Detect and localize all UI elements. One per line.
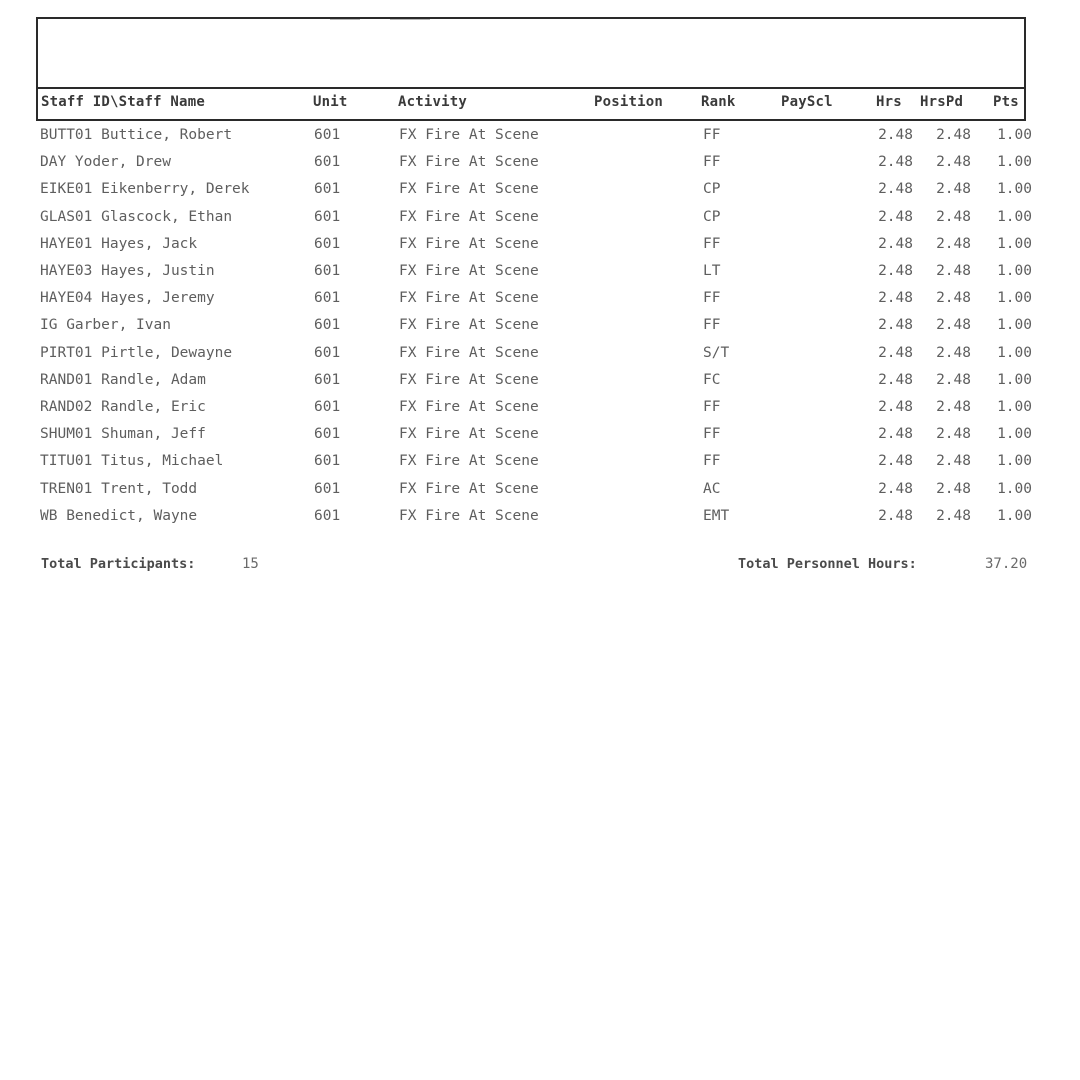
table-row (0, 508, 1080, 535)
staff-cell: WB Benedict, Wayne (40, 507, 198, 524)
staff-cell: BUTT01 Buttice, Robert (40, 127, 233, 143)
hrspd-cell: 2.48 (936, 263, 971, 279)
rank-cell: FF (703, 127, 721, 143)
staff-cell: HAYE03 Hayes, Justin (40, 263, 215, 279)
rank-cell: LT (703, 263, 721, 279)
table-row (0, 263, 1080, 290)
unit-cell: 601 (314, 480, 341, 497)
hrs-cell: 2.48 (878, 507, 913, 524)
hrspd-cell: 2.48 (936, 154, 971, 171)
activity-cell: FX Fire At Scene (399, 154, 539, 171)
activity-cell: FX Fire At Scene (399, 344, 539, 361)
table-row (0, 181, 1080, 208)
hrs-cell: 2.48 (878, 480, 913, 497)
rank-cell: FF (703, 154, 721, 171)
pts-cell: 1.00 (997, 181, 1032, 198)
activity-cell: FX Fire At Scene (399, 399, 539, 415)
staff-cell: SHUM01 Shuman, Jeff (40, 426, 206, 443)
pts-cell: 1.00 (997, 426, 1032, 443)
pts-cell: 1.00 (997, 371, 1032, 388)
staff-cell: GLAS01 Glascock, Ethan (40, 208, 233, 225)
staff-cell: EIKE01 Eikenberry, Derek (40, 181, 250, 198)
hrs-cell: 2.48 (878, 263, 913, 279)
hrs-cell: 2.48 (878, 290, 913, 307)
total-hours-label: Total Personnel Hours: (738, 556, 917, 572)
activity-cell: FX Fire At Scene (399, 480, 539, 497)
hrspd-cell: 2.48 (936, 426, 971, 443)
rank-cell: S/T (703, 344, 730, 361)
pts-cell: 1.00 (997, 290, 1032, 307)
hrspd-cell: 2.48 (936, 235, 971, 252)
unit-cell: 601 (314, 127, 341, 143)
total-participants-label: Total Participants: (41, 556, 196, 572)
activity-cell: FX Fire At Scene (399, 263, 539, 279)
hrs-cell: 2.48 (878, 399, 913, 415)
table-row (0, 481, 1080, 508)
table-row (0, 317, 1080, 344)
unit-cell: 601 (314, 507, 341, 524)
column-header-activity: Activity (398, 94, 468, 110)
table-row (0, 399, 1080, 426)
hrs-cell: 2.48 (878, 154, 913, 171)
unit-cell: 601 (314, 453, 341, 470)
table-row (0, 426, 1080, 453)
activity-cell: FX Fire At Scene (399, 371, 539, 388)
activity-cell: FX Fire At Scene (399, 181, 539, 198)
pts-cell: 1.00 (997, 208, 1032, 225)
rank-cell: FF (703, 290, 721, 307)
table-row (0, 372, 1080, 399)
hrs-cell: 2.48 (878, 344, 913, 361)
unit-cell: 601 (314, 154, 341, 171)
rank-cell: FF (703, 426, 721, 443)
header-divider-line (38, 87, 1024, 89)
pts-cell: 1.00 (997, 507, 1032, 524)
activity-cell: FX Fire At Scene (399, 235, 539, 252)
pts-cell: 1.00 (997, 453, 1032, 470)
rank-cell: FC (703, 371, 721, 388)
activity-cell: FX Fire At Scene (399, 426, 539, 443)
hrspd-cell: 2.48 (936, 208, 971, 225)
staff-cell: HAYE01 Hayes, Jack (40, 235, 198, 252)
hrs-cell: 2.48 (878, 317, 913, 334)
hrs-cell: 2.48 (878, 181, 913, 198)
pts-cell: 1.00 (997, 399, 1032, 415)
column-header-unit: Unit (313, 94, 348, 110)
hrs-cell: 2.48 (878, 127, 913, 143)
activity-cell: FX Fire At Scene (399, 507, 539, 524)
hrspd-cell: 2.48 (936, 127, 971, 143)
staff-cell: PIRT01 Pirtle, Dewayne (40, 344, 233, 361)
rank-cell: AC (703, 480, 721, 497)
staff-cell: HAYE04 Hayes, Jeremy (40, 290, 215, 307)
rank-cell: FF (703, 399, 721, 415)
table-row (0, 127, 1080, 154)
unit-cell: 601 (314, 235, 341, 252)
column-header-pts: Pts (993, 94, 1019, 110)
unit-cell: 601 (314, 317, 341, 334)
pts-cell: 1.00 (997, 344, 1032, 361)
unit-cell: 601 (314, 290, 341, 307)
staff-cell: RAND01 Randle, Adam (40, 371, 206, 388)
rank-cell: FF (703, 453, 721, 470)
hrs-cell: 2.48 (878, 453, 913, 470)
pts-cell: 1.00 (997, 235, 1032, 252)
rank-cell: CP (703, 181, 721, 198)
table-row (0, 209, 1080, 236)
rank-cell: FF (703, 317, 721, 334)
hrspd-cell: 2.48 (936, 344, 971, 361)
hrspd-cell: 2.48 (936, 507, 971, 524)
unit-cell: 601 (314, 426, 341, 443)
table-row (0, 154, 1080, 181)
hrs-cell: 2.48 (878, 371, 913, 388)
unit-cell: 601 (314, 371, 341, 388)
unit-cell: 601 (314, 399, 341, 415)
staff-cell: TITU01 Titus, Michael (40, 453, 224, 470)
total-hours-value: 37.20 (985, 556, 1028, 572)
staff-cell: TREN01 Trent, Todd (40, 480, 198, 497)
column-header-hrspd: HrsPd (920, 94, 964, 110)
table-row (0, 290, 1080, 317)
pts-cell: 1.00 (997, 317, 1032, 334)
hrs-cell: 2.48 (878, 235, 913, 252)
column-header-position: Position (594, 94, 664, 110)
column-header-rank: Rank (701, 94, 736, 110)
activity-cell: FX Fire At Scene (399, 453, 539, 470)
staff-cell: RAND02 Randle, Eric (40, 399, 206, 415)
hrspd-cell: 2.48 (936, 181, 971, 198)
table-row (0, 345, 1080, 372)
activity-cell: FX Fire At Scene (399, 317, 539, 334)
unit-cell: 601 (314, 208, 341, 225)
hrspd-cell: 2.48 (936, 371, 971, 388)
activity-cell: FX Fire At Scene (399, 208, 539, 225)
unit-cell: 601 (314, 344, 341, 361)
pts-cell: 1.00 (997, 127, 1032, 143)
hrspd-cell: 2.48 (936, 399, 971, 415)
pts-cell: 1.00 (997, 154, 1032, 171)
hrspd-cell: 2.48 (936, 317, 971, 334)
pts-cell: 1.00 (997, 480, 1032, 497)
total-participants-value: 15 (242, 556, 259, 572)
hrs-cell: 2.48 (878, 426, 913, 443)
rank-cell: CP (703, 208, 721, 225)
table-row (0, 236, 1080, 263)
column-header-payscl: PayScl (781, 94, 833, 110)
table-row (0, 453, 1080, 480)
hrs-cell: 2.48 (878, 208, 913, 225)
column-header-staff: Staff ID\Staff Name (41, 94, 205, 110)
rank-cell: EMT (703, 507, 730, 524)
pts-cell: 1.00 (997, 263, 1032, 279)
hrspd-cell: 2.48 (936, 480, 971, 497)
unit-cell: 601 (314, 263, 341, 279)
hrspd-cell: 2.48 (936, 453, 971, 470)
staff-cell: DAY Yoder, Drew (40, 154, 171, 171)
unit-cell: 601 (314, 181, 341, 198)
column-header-hrs: Hrs (876, 94, 902, 110)
hrspd-cell: 2.48 (936, 290, 971, 307)
staff-cell: IG Garber, Ivan (40, 317, 171, 334)
activity-cell: FX Fire At Scene (399, 127, 539, 143)
rank-cell: FF (703, 235, 721, 252)
activity-cell: FX Fire At Scene (399, 290, 539, 307)
